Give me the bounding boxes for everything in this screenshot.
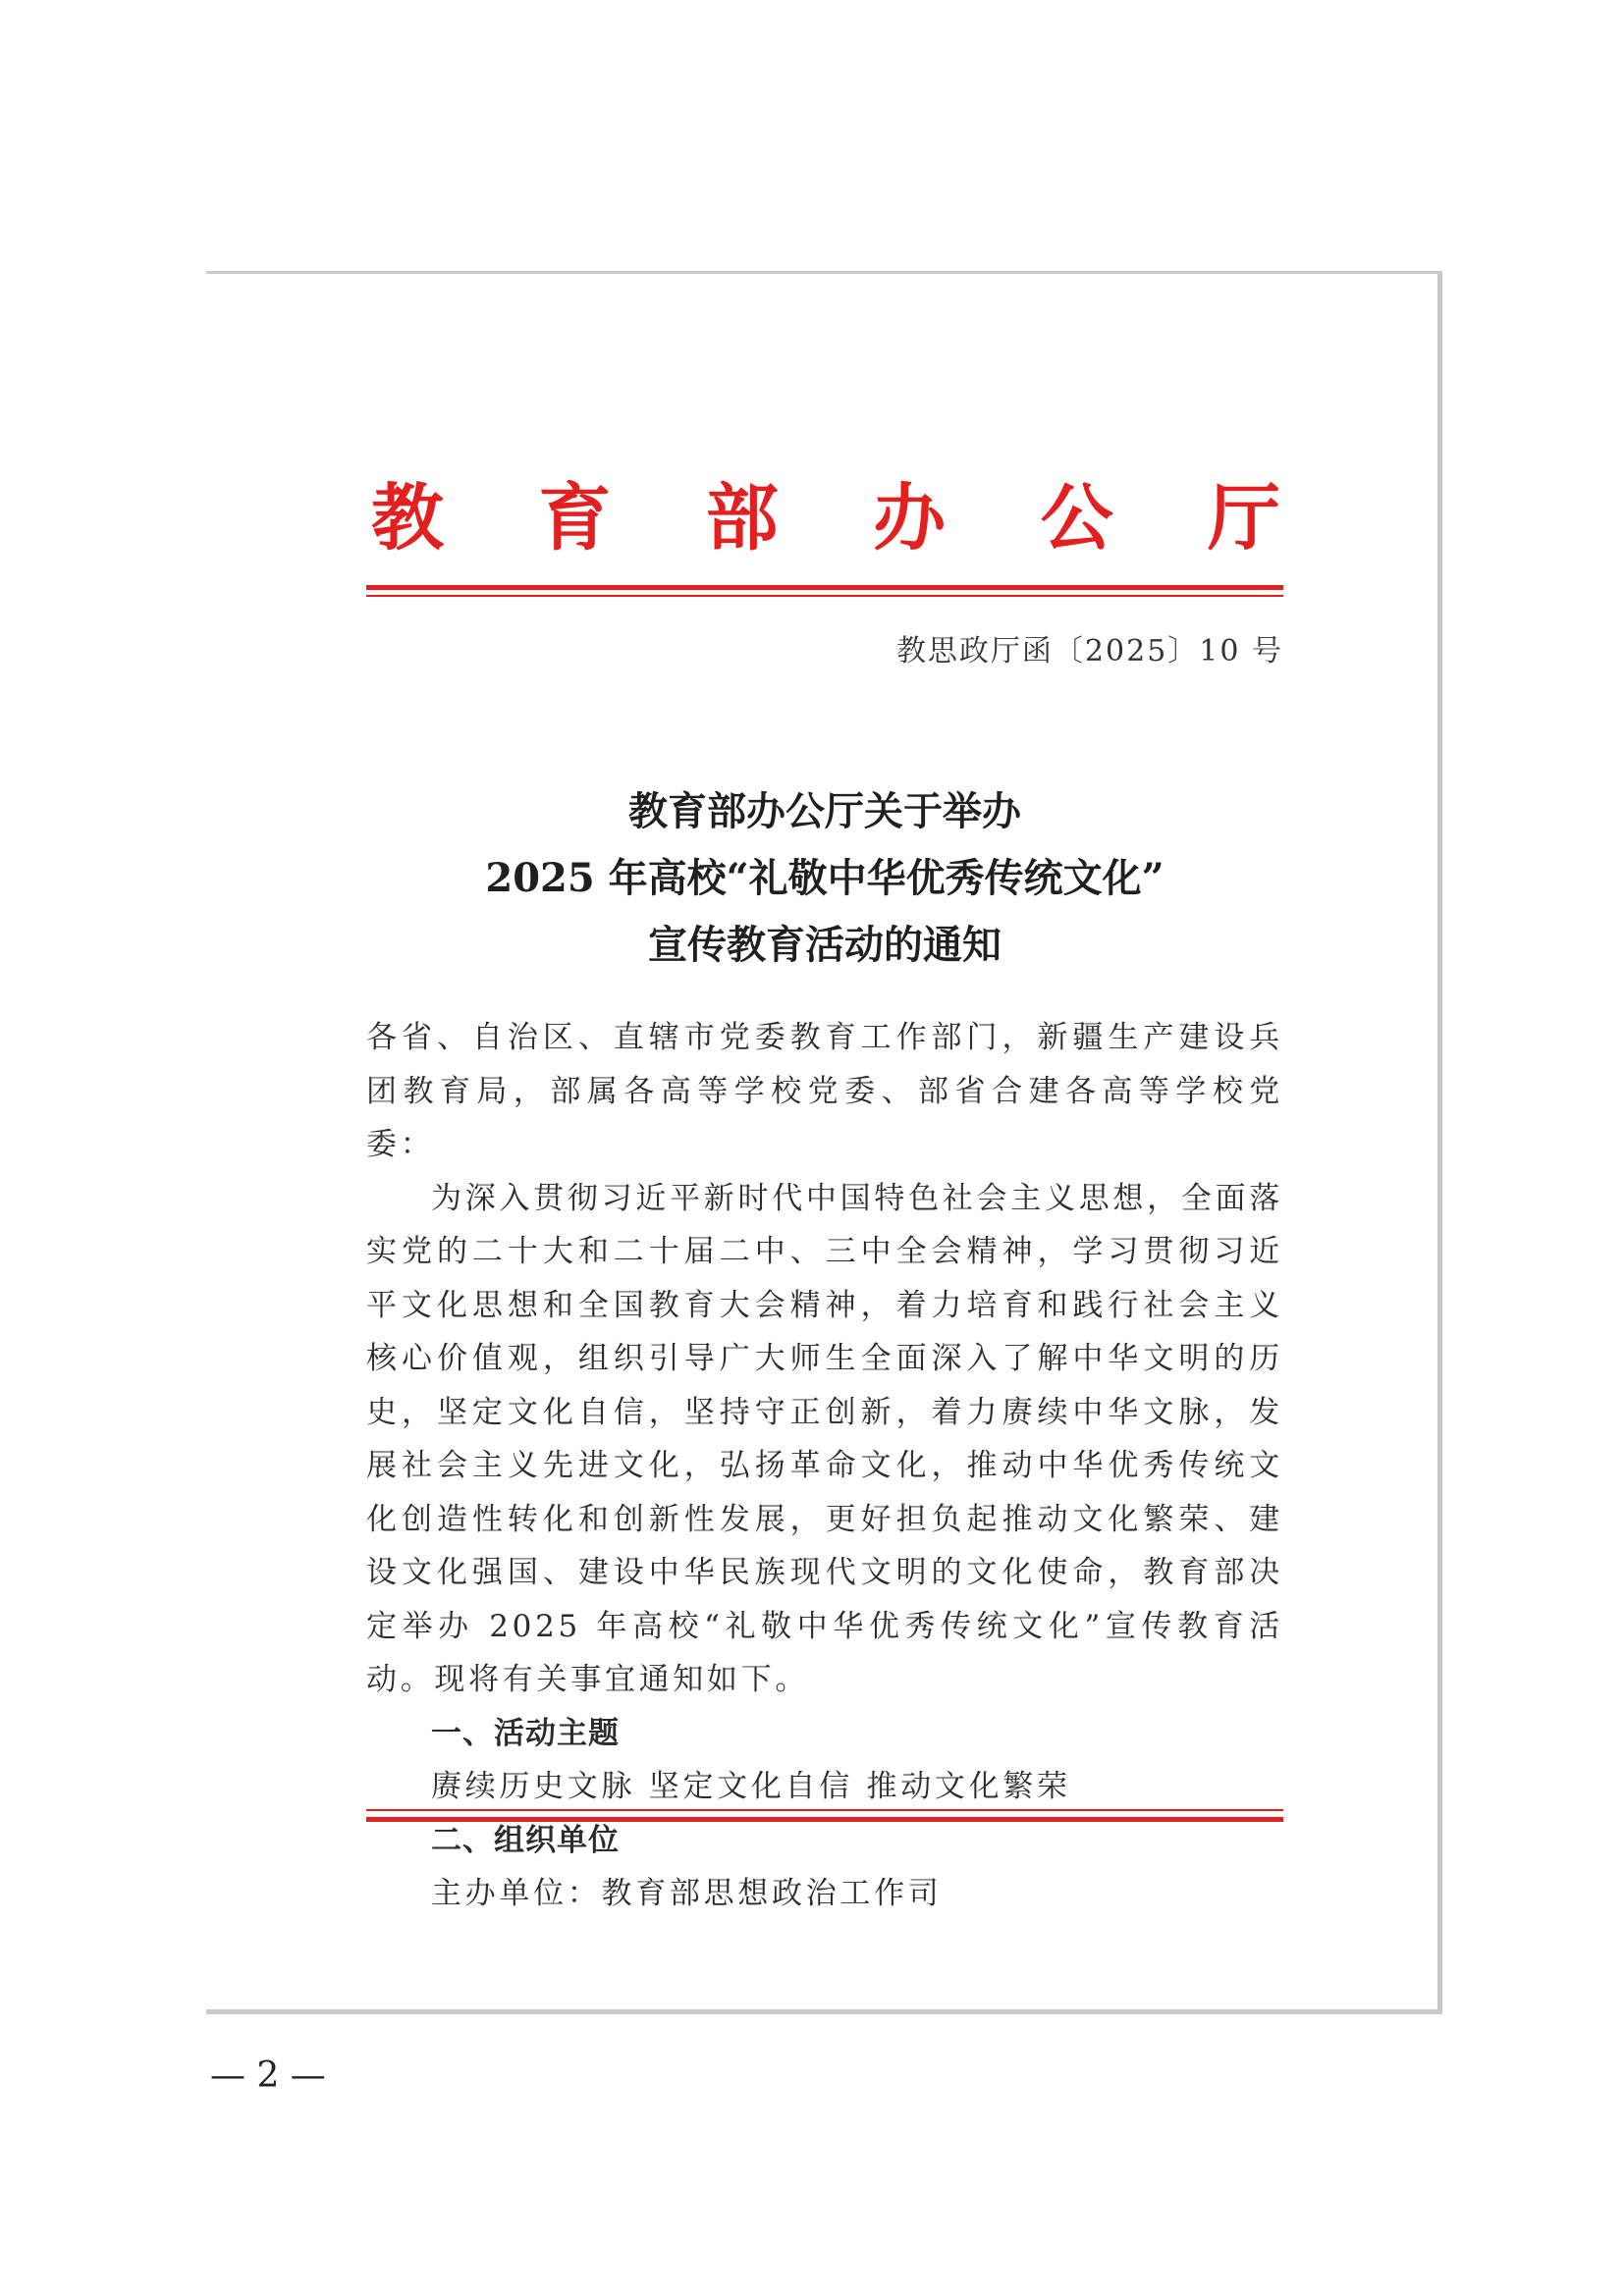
organizer-line: 主办单位：教育部思想政治工作司: [431, 1876, 943, 1911]
letterhead-rule-thin: [366, 595, 1283, 597]
letterhead-char: 育: [538, 476, 612, 561]
salutation: 各省、自治区、直辖市党委教育工作部门，新疆生产建设兵团教育局，部属各高等学校党委、部省合建各高等学校党委：: [366, 1020, 1283, 1162]
title-line-3: 宣传教育活动的通知: [648, 922, 1001, 968]
document-body: [366, 1011, 1283, 1921]
letterhead-char: 公: [1040, 476, 1113, 561]
letterhead-char: 厅: [1207, 476, 1280, 561]
document-number: 教思政厅函〔2025〕10 号: [895, 634, 1283, 668]
letterhead: [368, 469, 1283, 567]
activity-theme: 赓续历史文脉 坚定文化自信 推动文化繁荣: [431, 1769, 1071, 1804]
footer-rule-thick: [366, 1817, 1283, 1822]
document-title: [366, 778, 1283, 979]
footer-rule-thin: [366, 1809, 1283, 1811]
letterhead-char: 教: [371, 476, 444, 561]
letterhead-char: 办: [873, 476, 947, 561]
title-line-1: 教育部办公厅关于举办: [628, 788, 1021, 834]
page-number: — 2 —: [210, 2056, 326, 2096]
title-line-2: 2025 年高校“礼敬中华优秀传统文化”: [485, 855, 1164, 901]
section-heading: 一、活动主题: [431, 1715, 620, 1751]
section-heading: 二、组织单位: [431, 1822, 620, 1858]
letterhead-rule-thick: [366, 585, 1283, 590]
body-paragraph: 为深入贯彻习近平新时代中国特色社会主义思想，全面落实党的二十大和二十届二中、三中全会精神，学习贯彻习近平文化思想和全国教育大会精神，着力培育和践行社会主义核心价值观，组织引导广大师生全面深入了解中华文明的历史，坚定文化自信，坚持守正创新，着力赓续中华文脉，发展社会主义先进文化，弘扬革命文化，推动中华优秀传统文化创造性转化和创新性发展，更好担负起推动文化繁荣、建设文化强国、建设中华民族现代文明的文化使命，教育部决定举办 2025 年高校“礼敬中华优秀传统文化”宣传教育活动。现将有关事宜通知如下。: [366, 1180, 1283, 1697]
letterhead-char: 部: [705, 476, 779, 561]
